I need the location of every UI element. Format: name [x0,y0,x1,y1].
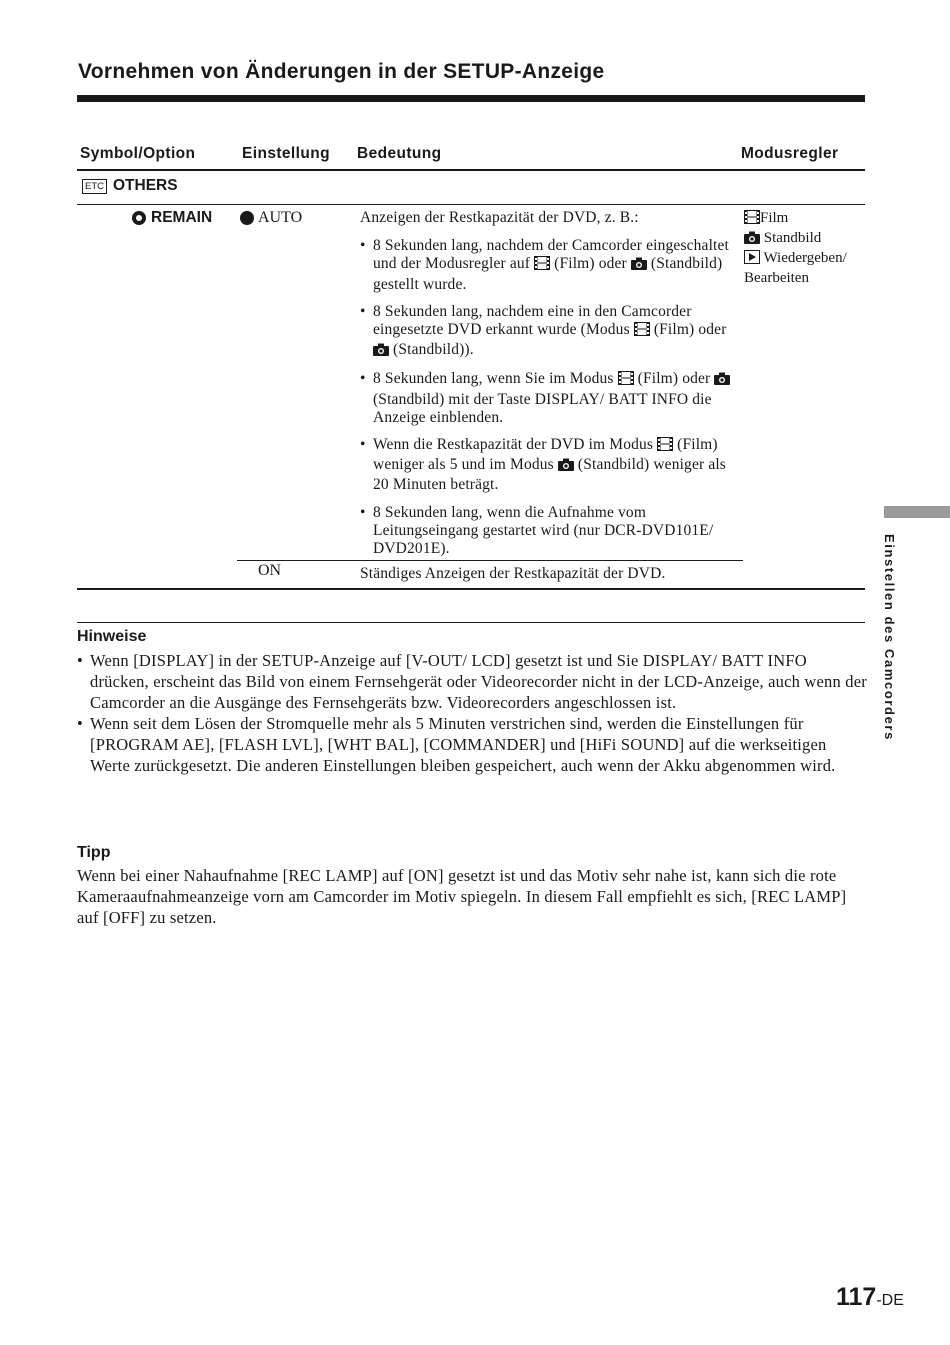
setting-divider [237,560,743,561]
header-meaning: Bedeutung [357,145,442,162]
list-item: • Wenn [DISPLAY] in der SETUP-Anzeige auf [V-OUT/ LCD] gesetzt ist und Sie DISPLAY/ BATT INFO drücken, erscheint das Bild von einem Fernsehgerät oder Videorecorder nicht in der LCD-Anzeige, auch wenn der Camcorder an die Ausgänge des Fernsehgeräts bzw. Videorecorders angeschlossen ist. [77,650,867,713]
camera-icon [373,343,389,361]
tip-text: Wenn bei einer Nahaufnahme [REC LAMP] auf [ON] gesetzt ist und das Motiv sehr nahe ist, kann sich die rote Kameraaufnahmeanzeige vorn am Camcorder im Motiv spiegeln. In diesem Fall empfiehlt es sich, [REC LAMP] auf [OFF] zu setzen. [77,866,847,927]
header-mode: Modusregler [741,145,839,162]
group-label: OTHERS [113,177,178,194]
page-title: Vornehmen von Änderungen in der SETUP-Anzeige [78,60,605,83]
notes-heading: Hinweise [77,628,147,645]
bullet-text: 8 Sekunden lang, wenn Sie im Modus [373,370,618,388]
side-tab-label: Einstellen des Camcorders [882,534,897,741]
bullet-text: (Film) oder [653,321,727,339]
film-icon [534,256,550,275]
list-item: • Wenn seit dem Lösen der Stromquelle mehr als 5 Minuten verstrichen sind, werden die Einstellungen für [PROGRAM AE], [FLASH LVL], [WHT BAL], [COMMANDER] und [HiFi SOUND] auf die werkseitigen Werte zurückgesetzt. Die anderen Einstellungen bleiben gespeichert, auch wenn der Akku abgenommen wird. [77,713,867,776]
table-bottom-rule [77,588,865,590]
tip-heading: Tipp [77,844,111,861]
meaning-intro: Anzeigen der Restkapazität der DVD, z. B.: [360,209,639,226]
header-rule [77,169,865,171]
group-rule [77,204,865,205]
bullet-text: 8 Sekunden lang, nachdem der Camcorder eingeschaltet und der Modusregler auf [373,237,729,273]
film-icon [618,371,634,390]
header-symbol-option: Symbol/Option [80,145,196,162]
setting-auto [240,209,302,227]
setting-auto-label: AUTO [258,209,303,226]
camera-icon [714,372,730,390]
page-number-suffix: -DE [876,1292,904,1309]
mode-label: Wiedergeben/ Bearbeiten [744,250,847,286]
mode-playback [744,249,869,287]
bullet-text: (Standbild) mit der Taste DISPLAY/ BATT INFO die Anzeige einblenden. [373,390,712,426]
list-item [360,237,740,294]
mode-label: Standbild [763,230,822,246]
bullet-text: (Standbild) weniger als 20 Minuten beträgt. [373,456,726,494]
bullet-text: 8 Sekunden lang, wenn die Aufnahme vom Leitungseingang gestartet wird (nur DCR-DVD101E/ DVD201E). [373,503,714,558]
mode-film [744,209,869,229]
mode-label: Film [760,210,789,226]
bullet-text: 8 Sekunden lang, nachdem eine in den Camcorder eingesetzte DVD erkannt wurde (Modus [373,302,692,339]
play-icon [744,250,760,269]
film-icon [634,322,650,341]
camera-icon [631,257,647,275]
header-setting: Einstellung [242,145,330,162]
mode-standbild [744,229,869,249]
option-remain [132,209,212,227]
disc-remain-icon [132,211,146,225]
camera-icon [558,458,574,476]
bullet-text: (Film) weniger als 5 und im Modus [373,436,718,474]
list-item [360,504,740,559]
option-label: REMAIN [151,209,213,226]
mode-dial-list [744,209,869,287]
bullet-text: (Standbild)). [393,341,474,359]
page-number [836,1283,904,1312]
bullet-text: Wenn die Restkapazität der DVD im Modus [373,436,658,454]
camera-icon [744,231,760,249]
etc-icon: ETC [82,179,107,194]
group-others [82,177,178,195]
notes-list [77,650,867,776]
meaning-auto [360,209,740,567]
film-icon [744,210,760,229]
setting-on: ON [258,562,282,579]
meaning-bullets [360,237,740,558]
meaning-on: Ständiges Anzeigen der Restkapazität der DVD. [360,565,666,582]
side-tab-marker [884,506,950,518]
bullet-text: (Standbild) gestellt wurde. [373,255,723,293]
list-item [360,436,740,495]
bullet-text: (Film) oder [554,255,631,273]
list-item [360,370,740,427]
notes-rule [77,622,865,623]
list-item [360,303,740,362]
title-rule [77,95,865,102]
page-number-value: 117 [836,1283,877,1311]
film-icon [657,437,673,456]
default-dot-icon [240,211,254,225]
bullet-text: (Film) oder [637,370,715,388]
